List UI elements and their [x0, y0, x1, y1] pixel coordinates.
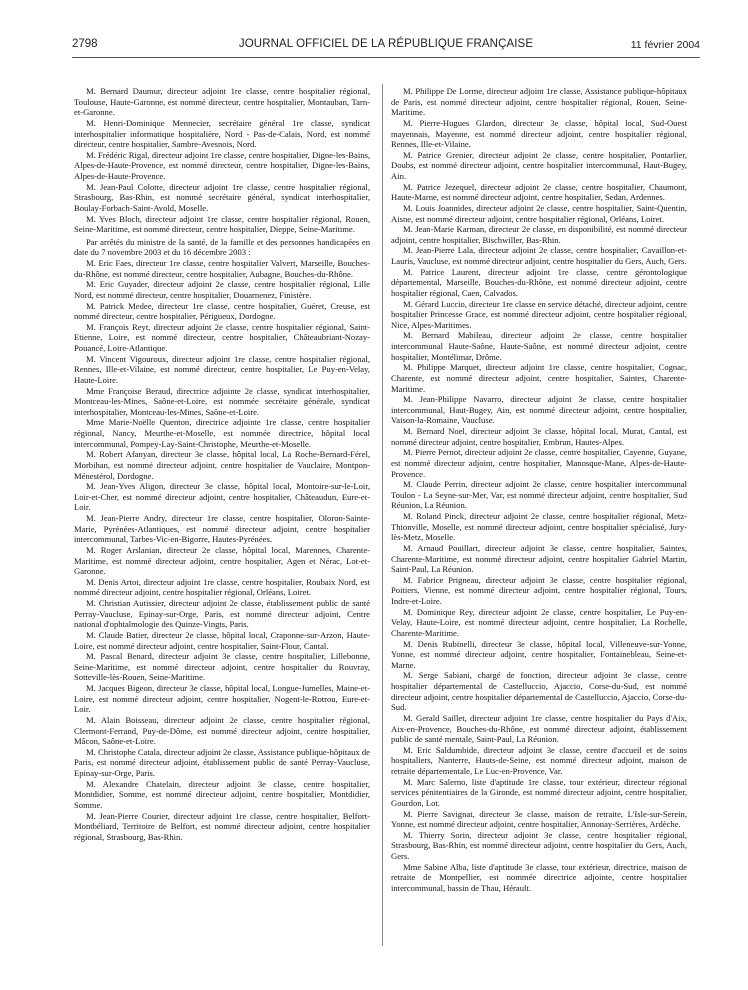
- right-column: [391, 86, 687, 952]
- paragraph: M. Pascal Benard, directeur adjoint 3e classe, centre hospitalier, Lillebonne, Seine-Maritime, est nommé directeur adjoint, centre hospitalier du Rouvray, Sotteville-lès-Rouen, Seine-Maritime.: [74, 651, 370, 683]
- page-header: [72, 38, 700, 54]
- paragraph: M. Philippe De Lorme, directeur adjoint 1re classe, Assistance publique-hôpitaux de Paris, est nommé directeur adjoint, centre hospitalier régional, Rouen, Seine-Maritime.: [391, 86, 687, 118]
- column-divider: [382, 84, 383, 946]
- paragraph: M. Arnaud Pouillart, directeur adjoint 3e classe, centre hospitalier, Saintes, Charente-Maritime, est nommé directeur adjoint, centre hospitalier Gabriel Martin, Saint-Paul, La Réunion.: [391, 542, 687, 575]
- paragraph: M. Claude Perrin, directeur adjoint 2e classe, centre hospitalier intercommunal Toulon - La Seyne-sur-Mer, Var, est nommé directeur adjoint, centre hospitalier, Sud Réunion, La Réunion.: [391, 479, 687, 511]
- paragraph: M. Bernard Daumur, directeur adjoint 1re classe, centre hospitalier régional, Toulouse, Haute-Garonne, est nommé directeur, centre hospitalier, Montauban, Tarn-et-Garonne.: [74, 86, 370, 118]
- paragraph: M. Eric Faes, directeur 1re classe, centre hospitalier Valvert, Marseille, Bouches-du-Rhône, est nommé directeur, centre hospitalier, Aubagne, Bouches-du-Rhône.: [74, 258, 370, 279]
- paragraph: M. Jean-Yves Aligon, directeur 3e classe, hôpital local, Montoire-sur-le-Loir, Loir-et-Cher, est nommé directeur adjoint, centre hospitalier, Châteaudun, Eure-et-Loir.: [74, 481, 370, 513]
- header-rule: [72, 57, 700, 58]
- paragraph: M. Alain Boisseau, directeur adjoint 2e classe, centre hospitalier régional, Clermont-Ferrand, Puy-de-Dôme, est nommé directeur adjoint, centre hospitalier, Mâcon, Saône-et-Loire.: [74, 714, 370, 747]
- paragraph: M. Bernard Noel, directeur adjoint 3e classe, hôpital local, Murat, Cantal, est nommé directeur adjoint, centre hospitalier, Embrun, Hautes-Alpes.: [391, 426, 687, 447]
- paragraph: M. Marc Salerno, liste d'aptitude 1re classe, tour extérieur, directeur régional services pénitentiaires de la Gironde, est nommé directeur adjoint, centre hospitalier, Gourdon, Lot.: [391, 776, 687, 808]
- paragraph: M. Pierre Savignat, directeur 3e classe, maison de retraite, L'Isle-sur-Serein, Yonne, est nommé directeur adjoint, centre hospitalier, Annonay-Serrières, Ardèche.: [391, 808, 687, 830]
- paragraph: M. Patrick Medee, directeur 1re classe, centre hospitalier, Guéret, Creuse, est nommé directeur, centre hospitalier, Périgueux, Dordogne.: [74, 300, 370, 322]
- paragraph: M. Louis Joannides, directeur adjoint 2e classe, centre hospitalier, Saint-Quentin, Aisne, est nommé directeur adjoint, centre hospitalier régional, Orléans, Loiret.: [391, 202, 687, 224]
- paragraph: M. Gerald Saillet, directeur adjoint 1re classe, centre hospitalier du Pays d'Aix, Aix-en-Provence, Bouches-du-Rhône, est nommé directeur adjoint, établissement public de santé mentale, Saint-Paul, La Réunion.: [391, 712, 687, 745]
- paragraph: M. Vincent Vigouroux, directeur adjoint 1re classe, centre hospitalier régional, Rennes, Ille-et-Vilaine, est nommé directeur, centre hospitalier, Le Puy-en-Velay, Haute-Loire.: [74, 353, 370, 385]
- paragraph: M. Claude Batier, directeur 2e classe, hôpital local, Craponne-sur-Arzon, Haute-Loire, est nommé directeur adjoint, centre hospitalier, Saint-Flour, Cantal.: [74, 629, 370, 651]
- paragraph: M. Jean-Pierre Lala, directeur adjoint 2e classe, centre hospitalier, Cavaillon-et-Lauris, Vaucluse, est nommé directeur adjoint, centre hospitalier du Gers, Auch, Gers.: [391, 245, 687, 266]
- paragraph: M. Jean-Pierre Andry, directeur 1re classe, centre hospitalier, Oloron-Sainte-Marie, Pyrénées-Atlantiques, est nommé directeur adjoint, centre hospitalier intercommunal, Tarbes-Vic-en-Bigorre, Hautes-Pyrénées.: [74, 513, 370, 545]
- paragraph: M. Bernard Mabileau, directeur adjoint 2e classe, centre hospitalier intercommunal Haute-Saône, Haute-Saône, est nommé directeur adjoint, centre hospitalier, Montélimar, Drôme.: [391, 330, 687, 362]
- left-column: [74, 86, 370, 952]
- paragraph: M. Jean-Marie Karman, directeur 2e classe, en disponibilité, est nommé directeur adjoint, centre hospitalier, Bischwiller, Bas-Rhin.: [391, 224, 687, 245]
- paragraph: Mme Sabine Alba, liste d'aptitude 3e classe, tour extérieur, directrice, maison de retraite de Montpellier, est nommée directrice adjointe, centre hospitalier intercommunal, bassin de Thau, Hérault.: [391, 861, 687, 893]
- paragraph: Mme Françoise Beraud, directrice adjointe 2e classe, syndicat interhospitalier, Montceau-les-Mines, Saône-et-Loire, est nommée secrétaire générale, syndicat interhospitalier, Montceau-les-Mines, Saône-et-Loire.: [74, 385, 370, 417]
- paragraph: M. Eric Guyader, directeur adjoint 2e classe, centre hospitalier régional, Lille Nord, est nommé directeur, centre hospitalier, Douarnenez, Finistère.: [74, 279, 370, 300]
- paragraph: Mme Marie-Noëlle Quenton, directrice adjointe 1re classe, centre hospitalier régional, Nancy, Meurthe-et-Moselle, est nommée directrice, hôpital local intercommunal, Pompey-Lay-Saint-Christophe, Meurthe-et-Moselle.: [74, 417, 370, 449]
- paragraph: M. Christian Autissier, directeur adjoint 2e classe, établissement public de santé Perray-Vaucluse, Epinay-sur-Orge, Paris, est nommé directeur adjoint, Centre national d'ophtalmologie des Quinze-Vingts, Paris.: [74, 598, 370, 630]
- paragraph: M. Patrice Grenier, directeur adjoint 2e classe, centre hospitalier, Pontarlier, Doubs, est nommé directeur adjoint, centre hospitalier intercommunal, Haut-Bugey, Ain.: [391, 149, 687, 181]
- paragraph: M. Christophe Catala, directeur adjoint 2e classe, Assistance publique-hôpitaux de Paris, est nommé directeur adjoint, établissement public de santé Perray-Vaucluse, Epinay-sur-Orge, Paris.: [74, 746, 370, 778]
- paragraph: M. Gérard Luccio, directeur 1re classe en service détaché, directeur adjoint, centre hospitalier Princesse Grace, est nommé directeur adjoint, centre hospitalier régional, Nice, Alpes-Maritimes.: [391, 298, 687, 330]
- paragraph: M. Roland Pinck, directeur adjoint 2e classe, centre hospitalier régional, Metz-Thionville, Moselle, est nommé directeur adjoint, centre hospitalier spécialisé, Jury-lès-Metz, Moselle.: [391, 511, 687, 543]
- paragraph: M. Frédéric Rigal, directeur adjoint 1re classe, centre hospitalier, Digne-les-Bains, Alpes-de-Haute-Provence, est nommé directeur, centre hospitalier, Digne-les-Bains, Alpes-de-Haute-Provence.: [74, 149, 370, 181]
- paragraph: M. Patrice Jezequel, directeur adjoint 2e classe, centre hospitalier, Chaumont, Haute-Marne, est nommé directeur adjoint, centre hospitalier, Sedan, Ardennes.: [391, 181, 687, 203]
- paragraph: M. Eric Saldumbide, directeur adjoint 3e classe, centre d'accueil et de soins hospitaliers, Nanterre, Hauts-de-Seine, est nommé directeur adjoint, maison de retraite départementale, Le Luc-en-Provence, Var.: [391, 744, 687, 776]
- paragraph: M. Fabrice Prigneau, directeur adjoint 3e classe, centre hospitalier régional, Poitiers, Vienne, est nommé directeur adjoint, centre hospitalier régional, Tours, Indre-et-Loire.: [391, 574, 687, 606]
- paragraph: Par arrêtés du ministre de la santé, de la famille et des personnes handicapées en date du 7 novembre 2003 et du 16 décembre 2003 :: [74, 236, 370, 258]
- paragraph: M. Pierre-Hugues Glardon, directeur 3e classe, hôpital local, Sud-Ouest mayennais, Mayenne, est nommé directeur adjoint, centre hospitalier régional, Rennes, Ille-et-Vilaine.: [391, 117, 687, 150]
- paragraph: M. Roger Arslanian, directeur 2e classe, hôpital local, Marennes, Charente-Maritime, est nommé directeur adjoint, centre hospitalier, Agen et Nérac, Lot-et-Garonne.: [74, 544, 370, 577]
- paragraph: M. Jean-Pierre Courier, directeur adjoint 1re classe, centre hospitalier, Belfort-Montbéliard, Territoire de Belfort, est nommé directeur adjoint, centre hospitalier régional, Strasbourg, Bas-Rhin.: [74, 810, 370, 842]
- paragraph: M. Alexandre Chatelain, directeur adjoint 3e classe, centre hospitalier, Montdidier, Somme, est nommé directeur adjoint, centre hospitalier, Montdidier, Somme.: [74, 778, 370, 810]
- paragraph: M. Henri-Dominique Mennecier, secrétaire général 1re classe, syndicat interhospitalier informatique hospitalière, Nord - Pas-de-Calais, Nord, est nommé directeur, centre hospitalier, Sambre-Avesnois, Nord.: [74, 117, 370, 150]
- paragraph: M. Jacques Bigeon, directeur 3e classe, hôpital local, Longue-Jumelles, Maine-et-Loire, est nommé directeur adjoint, centre hospitalier, Nogent-le-Rotrou, Eure-et-Loir.: [74, 683, 370, 715]
- issue-date: 11 février 2004: [630, 39, 700, 51]
- journal-title: JOURNAL OFFICIEL DE LA RÉPUBLIQUE FRANÇAISE: [238, 38, 534, 50]
- paragraph: M. Jean-Paul Colotte, directeur adjoint 1re classe, centre hospitalier régional, Strasbourg, Bas-Rhin, est nommé secrétaire général, syndicat interhospitalier, Boulay-Forbach-Saint-Avold, Moselle.: [74, 181, 370, 213]
- paragraph: M. Jean-Philippe Navarro, directeur adjoint 3e classe, centre hospitalier intercommunal, Haut-Bugey, Ain, est nommé directeur adjoint, centre hospitalier, Vaison-la-Romaine, Vaucluse.: [391, 394, 687, 426]
- paragraph: M. Dominique Rey, directeur adjoint 2e classe, centre hospitalier, Le Puy-en-Velay, Haute-Loire, est nommé directeur adjoint, centre hospitalier, La Rochelle, Charente-Maritime.: [391, 606, 687, 638]
- paragraph: M. Pierre Pernot, directeur adjoint 2e classe, centre hospitalier, Cayenne, Guyane, est nommé directeur adjoint, centre hospitalier, Manosque-Mane, Alpes-de-Haute-Provence.: [391, 447, 687, 479]
- paragraph: M. Yves Bloch, directeur adjoint 1re classe, centre hospitalier régional, Rouen, Seine-Maritime, est nommé directeur, centre hospitalier, Dieppe, Seine-Maritime.: [74, 213, 370, 235]
- paragraph: M. Thierry Sorin, directeur adjoint 3e classe, centre hospitalier régional, Strasbourg, Bas-Rhin, est nommé directeur adjoint, centre hospitalier du Gers, Auch, Gers.: [391, 829, 687, 861]
- paragraph: M. Philippe Marquet, directeur adjoint 1re classe, centre hospitalier, Cognac, Charente, est nommé directeur adjoint, centre hospitalier, Saintes, Charente-Maritime.: [391, 362, 687, 394]
- paragraph: M. Patrice Laurent, directeur adjoint 1re classe, centre gérontologique départemental, Marseille, Bouches-du-Rhône, est nommé directeur adjoint, centre hospitalier régional, Caen, Calvados.: [391, 266, 687, 298]
- paragraph: M. Robert Afanyan, directeur 3e classe, hôpital local, La Roche-Bernard-Férel, Morbihan, est nommé directeur adjoint, centre hospitalier de Vauclaire, Montpon-Ménestérol, Dordogne.: [74, 449, 370, 481]
- paragraph: M. Serge Sabiani, chargé de fonction, directeur adjoint 3e classe, centre hospitalier départemental de Castelluccio, Ajaccio, Corse-du-Sud, est nommé directeur adjoint, centre hospitalier départemental de Castelluccio, Ajaccio, Corse-du-Sud.: [391, 670, 687, 713]
- paragraph: M. Denis Rubinelli, directeur 3e classe, hôpital local, Villeneuve-sur-Yonne, Yonne, est nommé directeur adjoint, centre hospitalier, Fontainebleau, Seine-et-Marne.: [391, 638, 687, 670]
- page-number: 2798: [72, 38, 98, 50]
- paragraph: M. Denis Artot, directeur adjoint 1re classe, centre hospitalier, Roubaix Nord, est nommé directeur adjoint, centre hospitalier régional, Orléans, Loiret.: [74, 576, 370, 598]
- paragraph: M. François Reyt, directeur adjoint 2e classe, centre hospitalier régional, Saint-Etienne, Loire, est nommé directeur, centre hospitalier, Châteaubriant-Nozay-Pouancé, Loire-Atlantique.: [74, 321, 370, 353]
